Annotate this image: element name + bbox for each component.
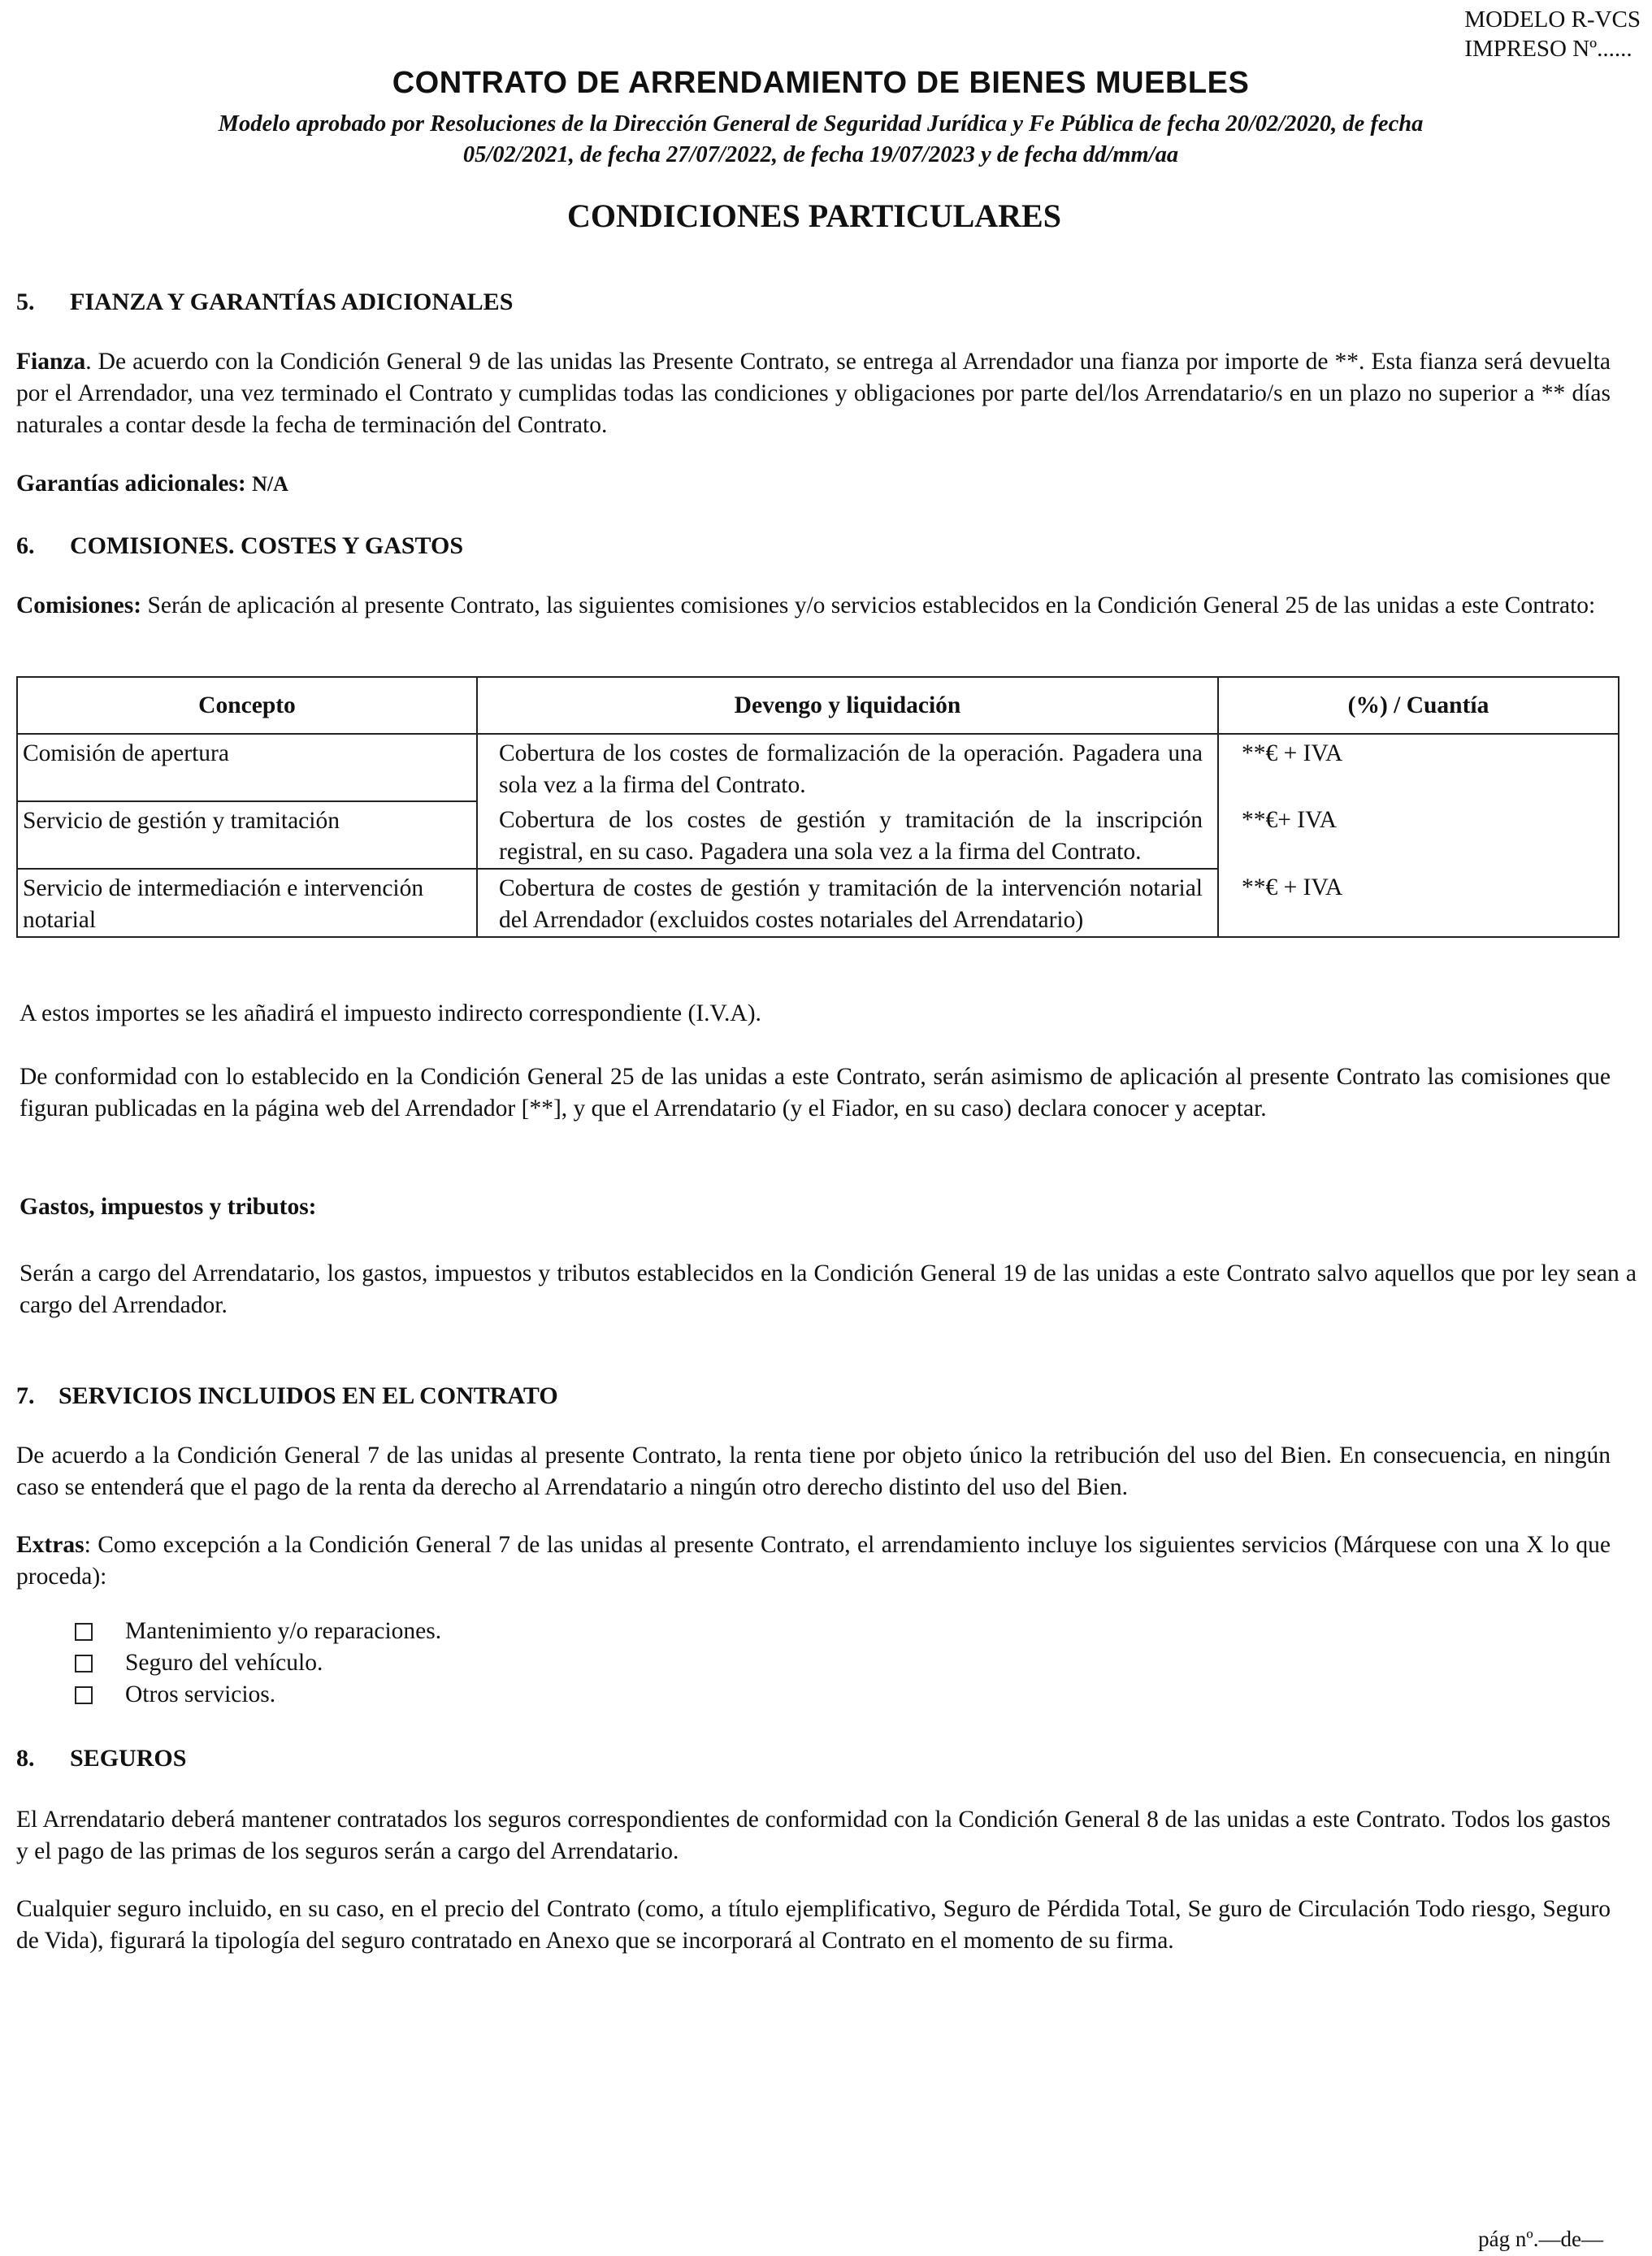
cell-devengo: Cobertura de los costes de formalización de la operación. Pagadera una sola vez a la firma del Contrato. (477, 734, 1218, 801)
fianza-text: . De acuerdo con la Condición General 9 de las unidas las Presente Contrato, se entrega al Arrendador una fianza por importe de **. Esta fianza será devuelta por el Arrendador, una vez terminado el Contrato y cumplidas todas las condiciones y obligaciones por parte del/los Arrendatario/s en un plazo no superior a ** días naturales a contar desde la fecha de terminación del Contrato. (16, 349, 1611, 438)
table-header-row (17, 677, 1619, 734)
extras-label: Extras (16, 1532, 85, 1558)
option-seguro[interactable] (75, 1647, 441, 1679)
checkbox-icon[interactable] (75, 1623, 93, 1641)
comisiones-label: Comisiones: (16, 592, 142, 618)
garantias-label: Garantías adicionales: (16, 471, 246, 497)
cell-devengo: Cobertura de costes de gestión y tramitación de la intervención notarial del Arrendador (excluidos costes notariales del Arrendatario) (477, 869, 1218, 937)
extras-paragraph (16, 1529, 1611, 1593)
servicios-paragraph: De acuerdo a la Condición General 7 de las unidas al presente Contrato, la renta tiene por objeto único la retribución del uso del Bien. En consecuencia, en ningún caso se entenderá que el pago de la renta da derecho al Arrendatario a ningún otro derecho distinto del uso del Bien. (16, 1443, 1611, 1500)
cell-devengo: Cobertura de los costes de gestión y tramitación de la inscripción registral, en su caso. Pagadera una sola vez a la firma del Contrato. (477, 801, 1218, 869)
cell-concepto: Servicio de intermediación e intervención notarial (17, 869, 477, 937)
section-6-heading (16, 530, 463, 562)
section-title: SERVICIOS INCLUIDOS EN EL CONTRATO (59, 1382, 558, 1409)
extras-text: : Como excepción a la Condición General 7 de las unidas al presente Contrato, el arrendamiento incluye los siguientes servicios (Márquese con una X lo que proceda): (16, 1532, 1611, 1590)
checkbox-icon[interactable] (75, 1655, 93, 1672)
gastos-paragraph: Serán a cargo del Arrendatario, los gastos, impuestos y tributos establecidos en la Condición General 19 de las unidas a este Contrato salvo aquellos que por ley sean a cargo del Arrendador. (20, 1260, 1637, 1318)
conformidad-paragraph: De conformidad con lo establecido en la Condición General 25 de las unidas a este Contrato, serán asimismo de aplicación al presente Contrato las comisiones que figuran publicadas en la página web del Arrendador [**], y que el Arrendatario (y el Fiador, en su caso) declara conocer y aceptar. (20, 1064, 1611, 1121)
fianza-paragraph (16, 346, 1611, 441)
section-number: 5. (16, 289, 35, 315)
seguros-paragraph-1: El Arrendatario deberá mantener contratados los seguros correspondientes de conformidad con la Condición General 8 de las unidas a este Contrato. Todos los gastos y el pago de las primas de los seguros serán a cargo del Arrendatario. (16, 1807, 1611, 1864)
checkbox-icon[interactable] (75, 1686, 93, 1704)
section-number: 6. (16, 532, 35, 559)
garantias-line (16, 468, 288, 500)
cell-cuantia: **€+ IVA (1218, 801, 1619, 869)
section-title: COMISIONES. COSTES Y GASTOS (70, 532, 464, 559)
header-cuantia: (%) / Cuantía (1218, 677, 1619, 734)
subtitle-line-1: Modelo aprobado por Resoluciones de la Dirección General de Seguridad Jurídica y Fe Pública de fecha 20/02/2020, de fecha (218, 111, 1424, 137)
garantias-value: N/A (252, 472, 288, 496)
print-number: IMPRESO Nº...... (1464, 36, 1632, 62)
option-label: Seguro del vehículo. (125, 1650, 323, 1676)
table-row (17, 869, 1619, 937)
contract-title: CONTRATO DE ARRENDAMIENTO DE BIENES MUEBLES (392, 66, 1250, 100)
model-code: MODELO R-VCS (1464, 7, 1641, 33)
option-otros[interactable] (75, 1679, 441, 1711)
approval-subtitle (163, 109, 1479, 171)
iva-note: A estos importes se les añadirá el impuesto indirecto correspondiente (I.V.A). (20, 1000, 761, 1026)
section-title: FIANZA Y GARANTÍAS ADICIONALES (70, 289, 514, 315)
header-concepto: Concepto (17, 677, 477, 734)
section-number: 7. (16, 1382, 35, 1409)
comisiones-paragraph (16, 590, 1611, 622)
page-number: pág nº.—de— (1478, 2227, 1603, 2251)
section-5-heading (16, 286, 513, 318)
cell-cuantia: **€ + IVA (1218, 869, 1619, 937)
cell-concepto: Servicio de gestión y tramitación (17, 801, 477, 869)
option-label: Mantenimiento y/o reparaciones. (125, 1618, 442, 1644)
section-number: 8. (16, 1745, 35, 1772)
seguros-paragraph-2: Cualquier seguro incluido, en su caso, en el precio del Contrato (como, a título ejemplificativo, Seguro de Pérdida Total, Se guro de Circulación Todo riesgo, Seguro de Vida), figurará la tipología del seguro contratado en Anexo que se incorporará al Contrato en el momento de su firma. (16, 1896, 1611, 1954)
cell-concepto: Comisión de apertura (17, 734, 477, 801)
header-devengo: Devengo y liquidación (477, 677, 1218, 734)
table-row (17, 734, 1619, 801)
commissions-table (16, 676, 1619, 938)
model-reference (1464, 5, 1641, 63)
gastos-heading (20, 1191, 317, 1223)
option-mantenimiento[interactable] (75, 1616, 441, 1647)
gastos-label: Gastos, impuestos y tributos: (20, 1194, 317, 1220)
section-title: SEGUROS (70, 1745, 187, 1772)
fianza-label: Fianza (16, 349, 86, 375)
extras-options (75, 1616, 441, 1711)
conditions-title: CONDICIONES PARTICULARES (567, 197, 1061, 234)
option-label: Otros servicios. (125, 1681, 276, 1707)
comisiones-text: Serán de aplicación al presente Contrato, las siguientes comisiones y/o servicios establecidos en la Condición General 25 de las unidas a este Contrato: (141, 592, 1596, 618)
section-8-heading (16, 1742, 186, 1774)
subtitle-line-2: 05/02/2021, de fecha 27/07/2022, de fecha 19/07/2023 y de fecha dd/mm/aa (462, 142, 1179, 167)
section-7-heading (16, 1380, 558, 1412)
cell-cuantia: **€ + IVA (1218, 734, 1619, 801)
table-row (17, 801, 1619, 869)
